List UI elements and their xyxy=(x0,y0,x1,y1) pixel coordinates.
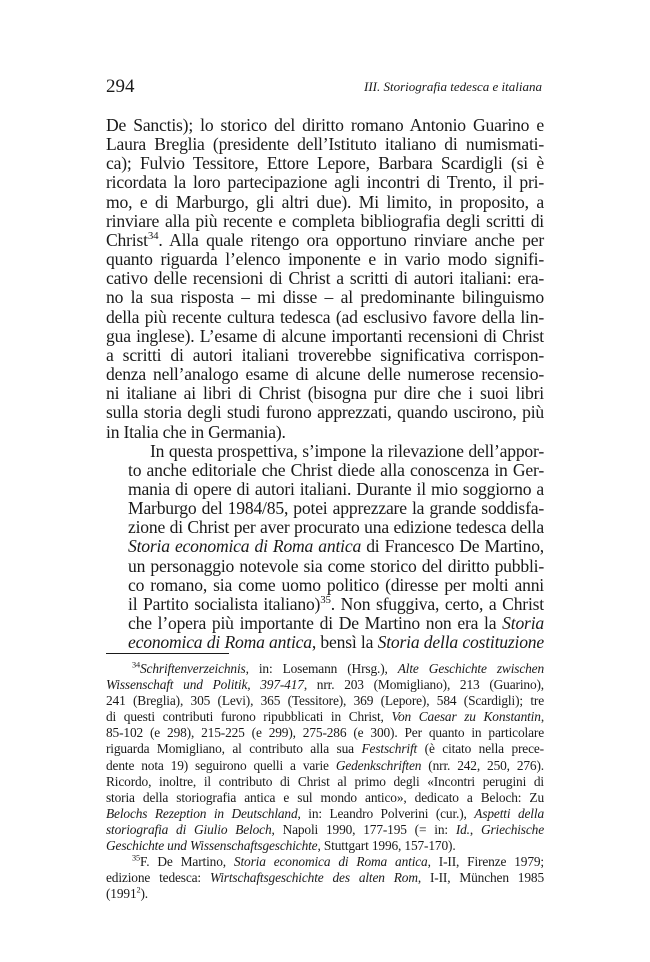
text-line: co romano, sia come uomo politico (diresse per molti anni xyxy=(128,574,544,595)
footnote-35 xyxy=(106,854,544,902)
text-line: ni italiane ai libri di Christ (bisogna pur dire che i suoi libri xyxy=(106,383,544,404)
text-line: De Sanctis); lo storico del diritto romano Antonio Guarino e xyxy=(106,115,544,135)
footnote-marker: 34 xyxy=(132,660,140,670)
footnote-line: (1991$^2$). xyxy=(106,885,149,902)
footnote-line: 241 (Breglia), 305 (Levi), 365 (Tessitore), 369 (Lepore), 584 (Scardigli); tre xyxy=(106,693,544,709)
footnote-ref-35[interactable]: 35 xyxy=(320,594,331,607)
footnote-line: storia della storiografia antica e sul mondo antico», dedicato a Beloch: Zu xyxy=(106,789,544,805)
text-line: mania di opere di autori italiani. Durante il mio soggiorno a xyxy=(128,478,544,499)
footnote-line: riguarda Momigliano, al contributo alla sua Festschrift (è citato nella prece- xyxy=(106,741,544,757)
paragraph-2 xyxy=(106,442,544,653)
footnote-line: Wissenschaft und Politik, 397-417, nrr. 203 (Momigliano), 213 (Guarino), xyxy=(106,677,545,693)
footnote-line: $^{34}$Schriftenverzeichnis, in: Losemann (Hrsg.), Alte Geschichte zwischen xyxy=(132,660,544,676)
text-line: denza nell’analogo esame di alcune delle numerose recensio- xyxy=(106,364,544,385)
footnote-rule xyxy=(106,653,229,654)
text-line: della più recente cultura tedesca (ad esclusivo favore della lin- xyxy=(106,306,544,327)
paragraph-1 xyxy=(106,116,544,442)
text-line: ricordata la loro partecipazione agli incontri di Trento, il pri- xyxy=(106,172,544,193)
text-line: quanto riguarda l’elenco imponente e in vario modo signifi- xyxy=(106,249,544,270)
text-line: un personaggio notevole sia come storico del diritto pubbli- xyxy=(128,555,544,576)
text-line: Laura Breglia (presidente dell’Istituto italiano di numismati- xyxy=(106,134,544,155)
footnote-34 xyxy=(106,661,544,854)
text-line: sulla storia degli studi furono apprezzati, quando uscirono, più xyxy=(106,402,544,423)
text-line: mo, e di Marburgo, gli altri due). Mi limito, in proposito, a xyxy=(106,191,544,212)
text-line: zione di Christ per aver procurato una edizione tedesca della xyxy=(128,517,544,538)
footnote-line: Geschichte und Wissenschaftsgeschichte, Stuttgart 1996, 157-170). xyxy=(106,838,456,854)
text-line: Marburgo del 1984/85, potei apprezzare la grande soddisfa- xyxy=(128,498,544,519)
text-line: cativo delle recensioni di Christ a scritti di autori italiani: era- xyxy=(106,268,544,289)
footnote-ref-34[interactable]: 34 xyxy=(147,230,159,243)
page-number: 294 xyxy=(106,76,135,97)
text-line: che l’opera più importante di De Martino non era la Storia xyxy=(128,613,544,634)
footnote-line: edizione tedesca: Wirtschaftsgeschichte des alten Rom, I-II, München 1985 xyxy=(106,870,544,886)
footnote-line: Ricordo, inoltre, il contributo di Christ al primo degli «Incontri perugini di xyxy=(106,773,544,789)
text-line: economica di Roma antica, bensì la Storia della costituzione xyxy=(128,632,545,653)
footnote-line: storiografia di Giulio Beloch, Napoli 1990, 177-195 (= in: Id., Griechische xyxy=(106,821,545,837)
footnotes xyxy=(106,661,544,902)
text-line: In questa prospettiva, s’impone la rilevazione dell’appor- xyxy=(150,440,544,461)
text-line: ca); Fulvio Tessitore, Ettore Lepore, Barbara Scardigli (si è xyxy=(106,153,544,174)
text-line: to anche editoriale che Christ diede alla conoscenza in Ger- xyxy=(128,459,544,480)
text-line: in Italia che in Germania). xyxy=(106,421,286,442)
footnote-line: dente nota 19) seguirono quelli a varie Gedenkschriften (nrr. 242, 250, 276). xyxy=(106,757,544,773)
text-line: no la sua risposta – mi disse – al predominante bilinguismo xyxy=(106,287,544,308)
text-line: Storia economica di Roma antica di Francesco De Martino, xyxy=(128,536,544,557)
text-line: a scritti di autori italiani troverebbe significativa corrispon- xyxy=(106,344,544,365)
footnote-line: 85-102 (e 298), 215-225 (e 299), 275-286 (e 300). Per quanto in particolare xyxy=(106,725,544,741)
footnote-line: Belochs Rezeption in Deutschland, in: Leandro Polverini (cur.), Aspetti della xyxy=(106,805,544,821)
text-line: rinviare alla più recente e completa bibliografia degli scritti di xyxy=(106,210,544,231)
footnote-marker: 35 xyxy=(132,853,140,863)
footnote-line: di questi contributi furono ripubblicati in Christ, Von Caesar zu Konstantin, xyxy=(106,709,545,725)
running-head: III. Storiografia tedesca e italiana xyxy=(363,79,542,94)
main-text xyxy=(106,116,544,652)
text-line: gua inglese). L’esame di alcune importanti recensioni di Christ xyxy=(106,325,544,346)
text-line: Christ$^{34}$. Alla quale ritengo ora opportuno rinviare anche per xyxy=(106,229,544,250)
text-line: il Partito socialista italiano)$^{35}$. Non sfuggiva, certo, a Christ xyxy=(128,593,544,614)
footnote-line: $^{35}$F. De Martino, Storia economica di Roma antica, I-II, Firenze 1979; xyxy=(132,853,544,870)
